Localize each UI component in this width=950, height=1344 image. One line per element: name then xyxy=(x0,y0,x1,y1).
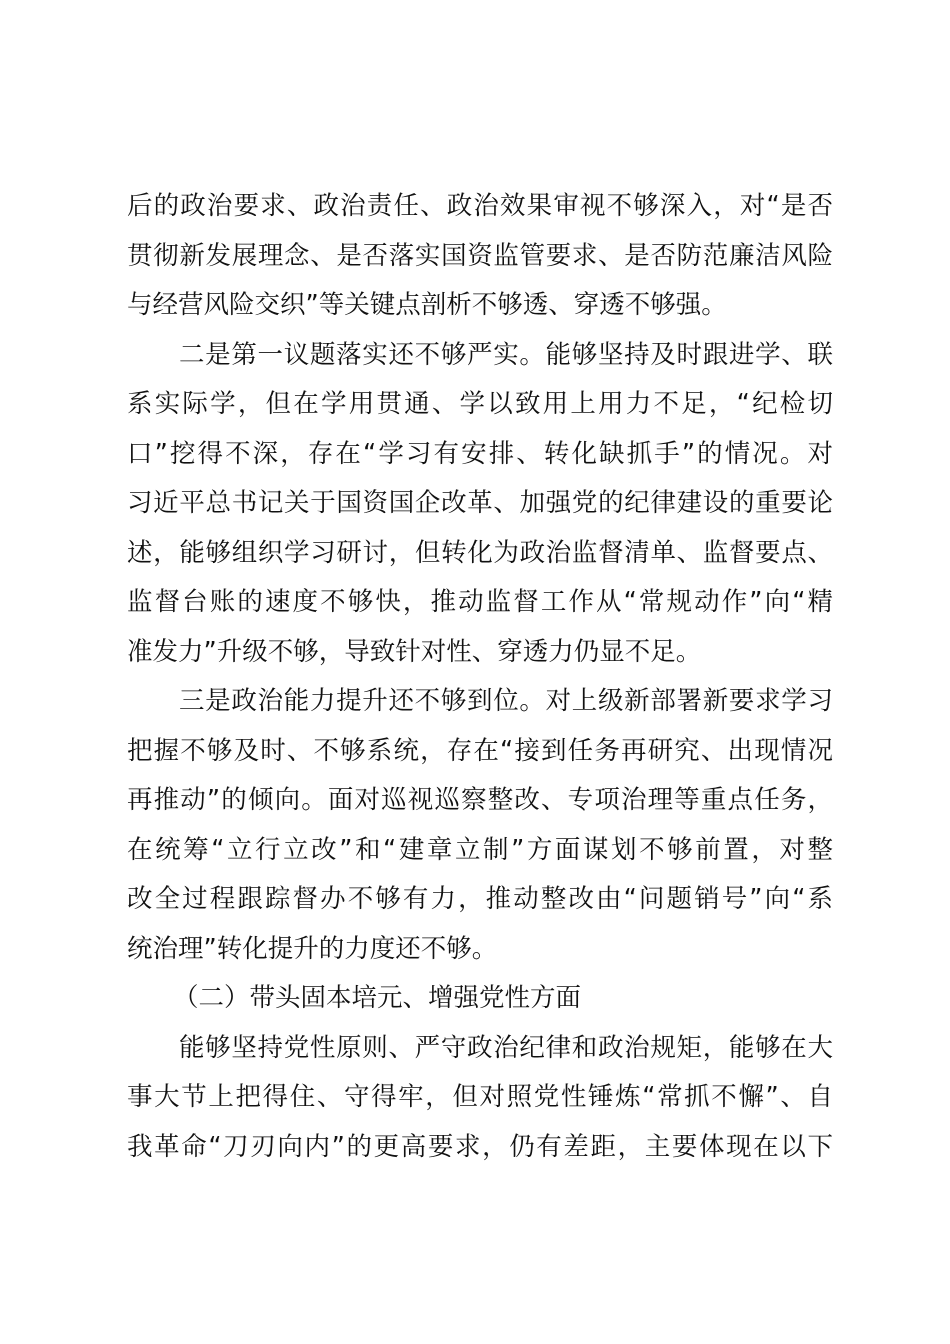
text-line: 把握不够及时、不够系统，存在“接到任务再研究、出现情况 xyxy=(127,735,833,766)
text-line: 习近平总书记关于国资国企改革、加强党的纪律建设的重要论 xyxy=(127,488,833,518)
paragraph-point-two xyxy=(127,331,833,678)
text-line: 统治理”转化提升的力度还不够。 xyxy=(127,933,498,964)
text-line: 我革命“刀刃向内”的更高要求，仍有差距，主要体现在以下 xyxy=(127,1131,833,1162)
text-line: 后的政治要求、政治责任、政治效果审视不够深入，对“是否 xyxy=(127,191,833,221)
section-heading-text: （二）带头固本培元、增强党性方面 xyxy=(173,983,582,1013)
document-page xyxy=(127,182,833,1172)
paragraph-point-three xyxy=(127,677,833,974)
text-line: 再推动”的倾向。面对巡视巡察整改、专项治理等重点任务， xyxy=(127,785,833,815)
text-line: 在统筹“立行立改”和“建章立制”方面谋划不够前置，对整 xyxy=(127,834,833,865)
section-heading xyxy=(127,974,833,1024)
text-line: 系实际学，但在学用贯通、学以致用上用力不足，“纪检切 xyxy=(127,389,833,419)
text-line: 二是第一议题落实还不够严实。能够坚持及时跟进学、联 xyxy=(179,339,833,370)
text-line: 贯彻新发展理念、是否落实国资监管要求、是否防范廉洁风险 xyxy=(127,240,833,271)
text-line: 述，能够组织学习研讨，但转化为政治监督清单、监督要点、 xyxy=(127,537,833,568)
text-line: 与经营风险交织”等关键点剖析不够透、穿透不够强。 xyxy=(127,290,727,320)
text-line: 准发力”升级不够，导致针对性、穿透力仍显不足。 xyxy=(127,636,702,667)
text-line: 能够坚持党性原则、严守政治纪律和政治规矩，能够在大 xyxy=(179,1032,833,1063)
text-line: 口”挖得不深，存在“学习有安排、转化缺抓手”的情况。对 xyxy=(127,438,833,469)
paragraph-continuation xyxy=(127,182,833,331)
text-line: 监督台账的速度不够快，推动监督工作从“常规动作”向“精 xyxy=(127,587,833,617)
text-line: 三是政治能力提升还不够到位。对上级新部署新要求学习 xyxy=(179,686,833,716)
text-line: 改全过程跟踪督办不够有力，推动整改由“问题销号”向“系 xyxy=(127,884,833,914)
text-line: 事大节上把得住、守得牢，但对照党性锤炼“常抓不懈”、自 xyxy=(127,1082,833,1112)
paragraph-party-spirit xyxy=(127,1024,833,1173)
